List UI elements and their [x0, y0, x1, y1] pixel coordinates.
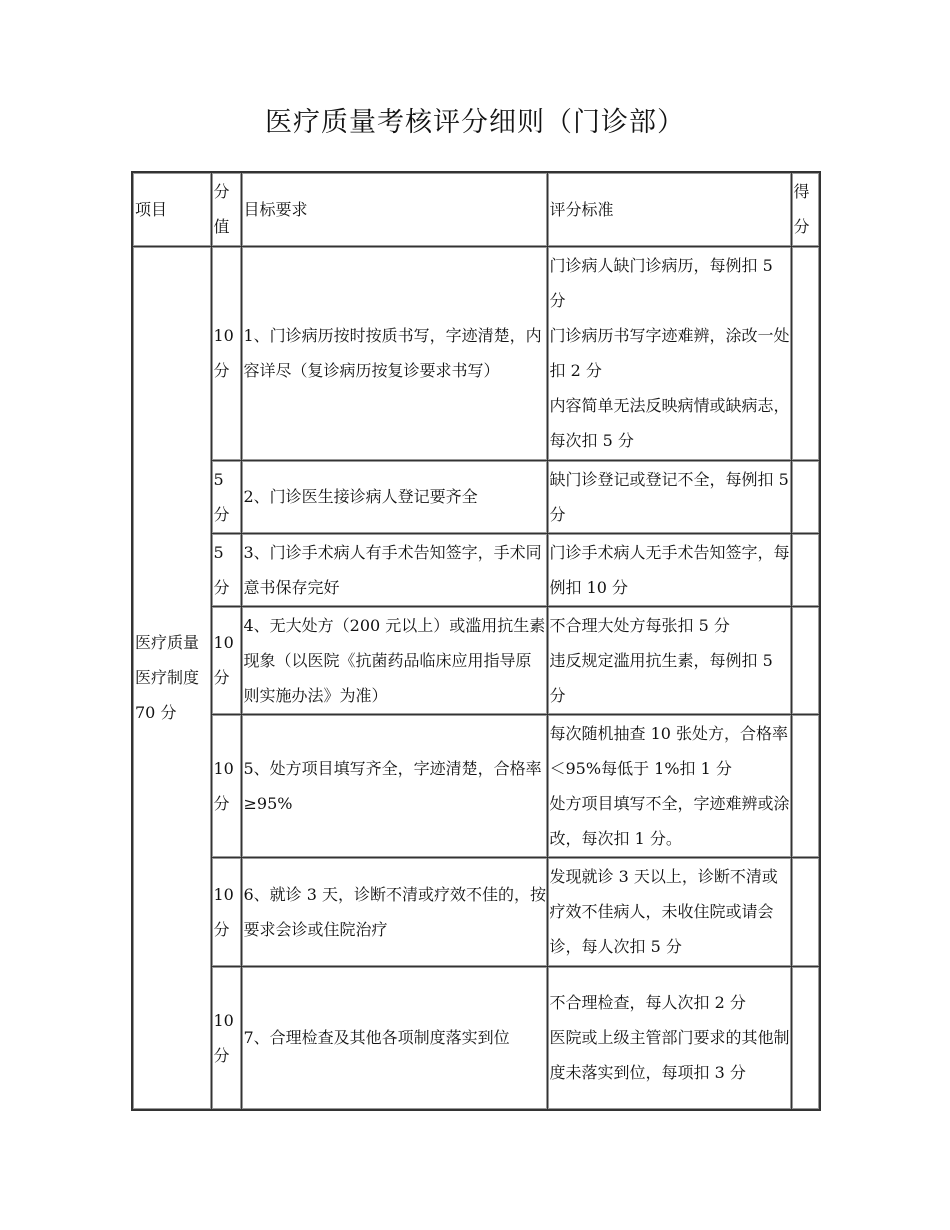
table-row [132, 460, 820, 533]
criteria-cell: 不合理大处方每张扣 5 分 违反规定滥用抗生素，每例扣 5 分 [547, 606, 791, 714]
target-cell: 4、无大处方（200 元以上）或滥用抗生素现象（以医院《抗菌药品临床应用指导原则实施办法》为准） [241, 606, 547, 714]
scoring-table [131, 171, 821, 1111]
score-cell[interactable] [791, 714, 820, 857]
table-row [132, 246, 820, 460]
criteria-cell: 每次随机抽查 10 张处方，合格率＜95%每低于 1%扣 1 分 处方项目填写不全，字迹难辨或涂改，每次扣 1 分。 [547, 714, 791, 857]
points-cell: 10 分 [211, 857, 241, 966]
score-cell[interactable] [791, 606, 820, 714]
score-cell[interactable] [791, 460, 820, 533]
score-cell[interactable] [791, 533, 820, 606]
points-cell: 10 分 [211, 606, 241, 714]
points-cell: 5 分 [211, 533, 241, 606]
table-row [132, 714, 820, 857]
score-cell[interactable] [791, 857, 820, 966]
page-title: 医疗质量考核评分细则（门诊部） [265, 107, 685, 138]
table-row [132, 533, 820, 606]
target-cell: 6、就诊 3 天，诊断不清或疗效不佳的，按要求会诊或住院治疗 [241, 857, 547, 966]
target-cell: 2、门诊医生接诊病人登记要齐全 [241, 460, 547, 533]
header-item: 项目 [132, 172, 211, 246]
header-target: 目标要求 [241, 172, 547, 246]
table-row [132, 606, 820, 714]
score-cell[interactable] [791, 966, 820, 1110]
points-cell: 10 分 [211, 714, 241, 857]
header-criteria: 评分标准 [547, 172, 791, 246]
points-cell: 10 分 [211, 246, 241, 460]
criteria-cell: 不合理检查，每人次扣 2 分 医院或上级主管部门要求的其他制度未落实到位，每项扣 3 分 [547, 966, 791, 1110]
target-cell: 1、门诊病历按时按质书写，字迹清楚，内容详尽（复诊病历按复诊要求书写） [241, 246, 547, 460]
criteria-cell: 门诊手术病人无手术告知签字，每例扣 10 分 [547, 533, 791, 606]
table-row [132, 857, 820, 966]
header-points: 分 值 [211, 172, 241, 246]
score-cell[interactable] [791, 246, 820, 460]
target-cell: 5、处方项目填写齐全，字迹清楚，合格率≥95% [241, 714, 547, 857]
header-score: 得 分 [791, 172, 820, 246]
header-row [132, 172, 820, 246]
criteria-cell: 缺门诊登记或登记不全，每例扣 5 分 [547, 460, 791, 533]
target-cell: 3、门诊手术病人有手术告知签字，手术同意书保存完好 [241, 533, 547, 606]
criteria-cell: 门诊病人缺门诊病历，每例扣 5 分 门诊病历书写字迹难辨，涂改一处扣 2 分 内容简单无法反映病情或缺病志，每次扣 5 分 [547, 246, 791, 460]
points-cell: 5 分 [211, 460, 241, 533]
points-cell: 10 分 [211, 966, 241, 1110]
category-cell: 医疗质量 医疗制度 70 分 [132, 246, 211, 1110]
table-row [132, 966, 820, 1110]
target-cell: 7、合理检查及其他各项制度落实到位 [241, 966, 547, 1110]
criteria-cell: 发现就诊 3 天以上，诊断不清或疗效不佳病人，未收住院或请会诊，每人次扣 5 分 [547, 857, 791, 966]
